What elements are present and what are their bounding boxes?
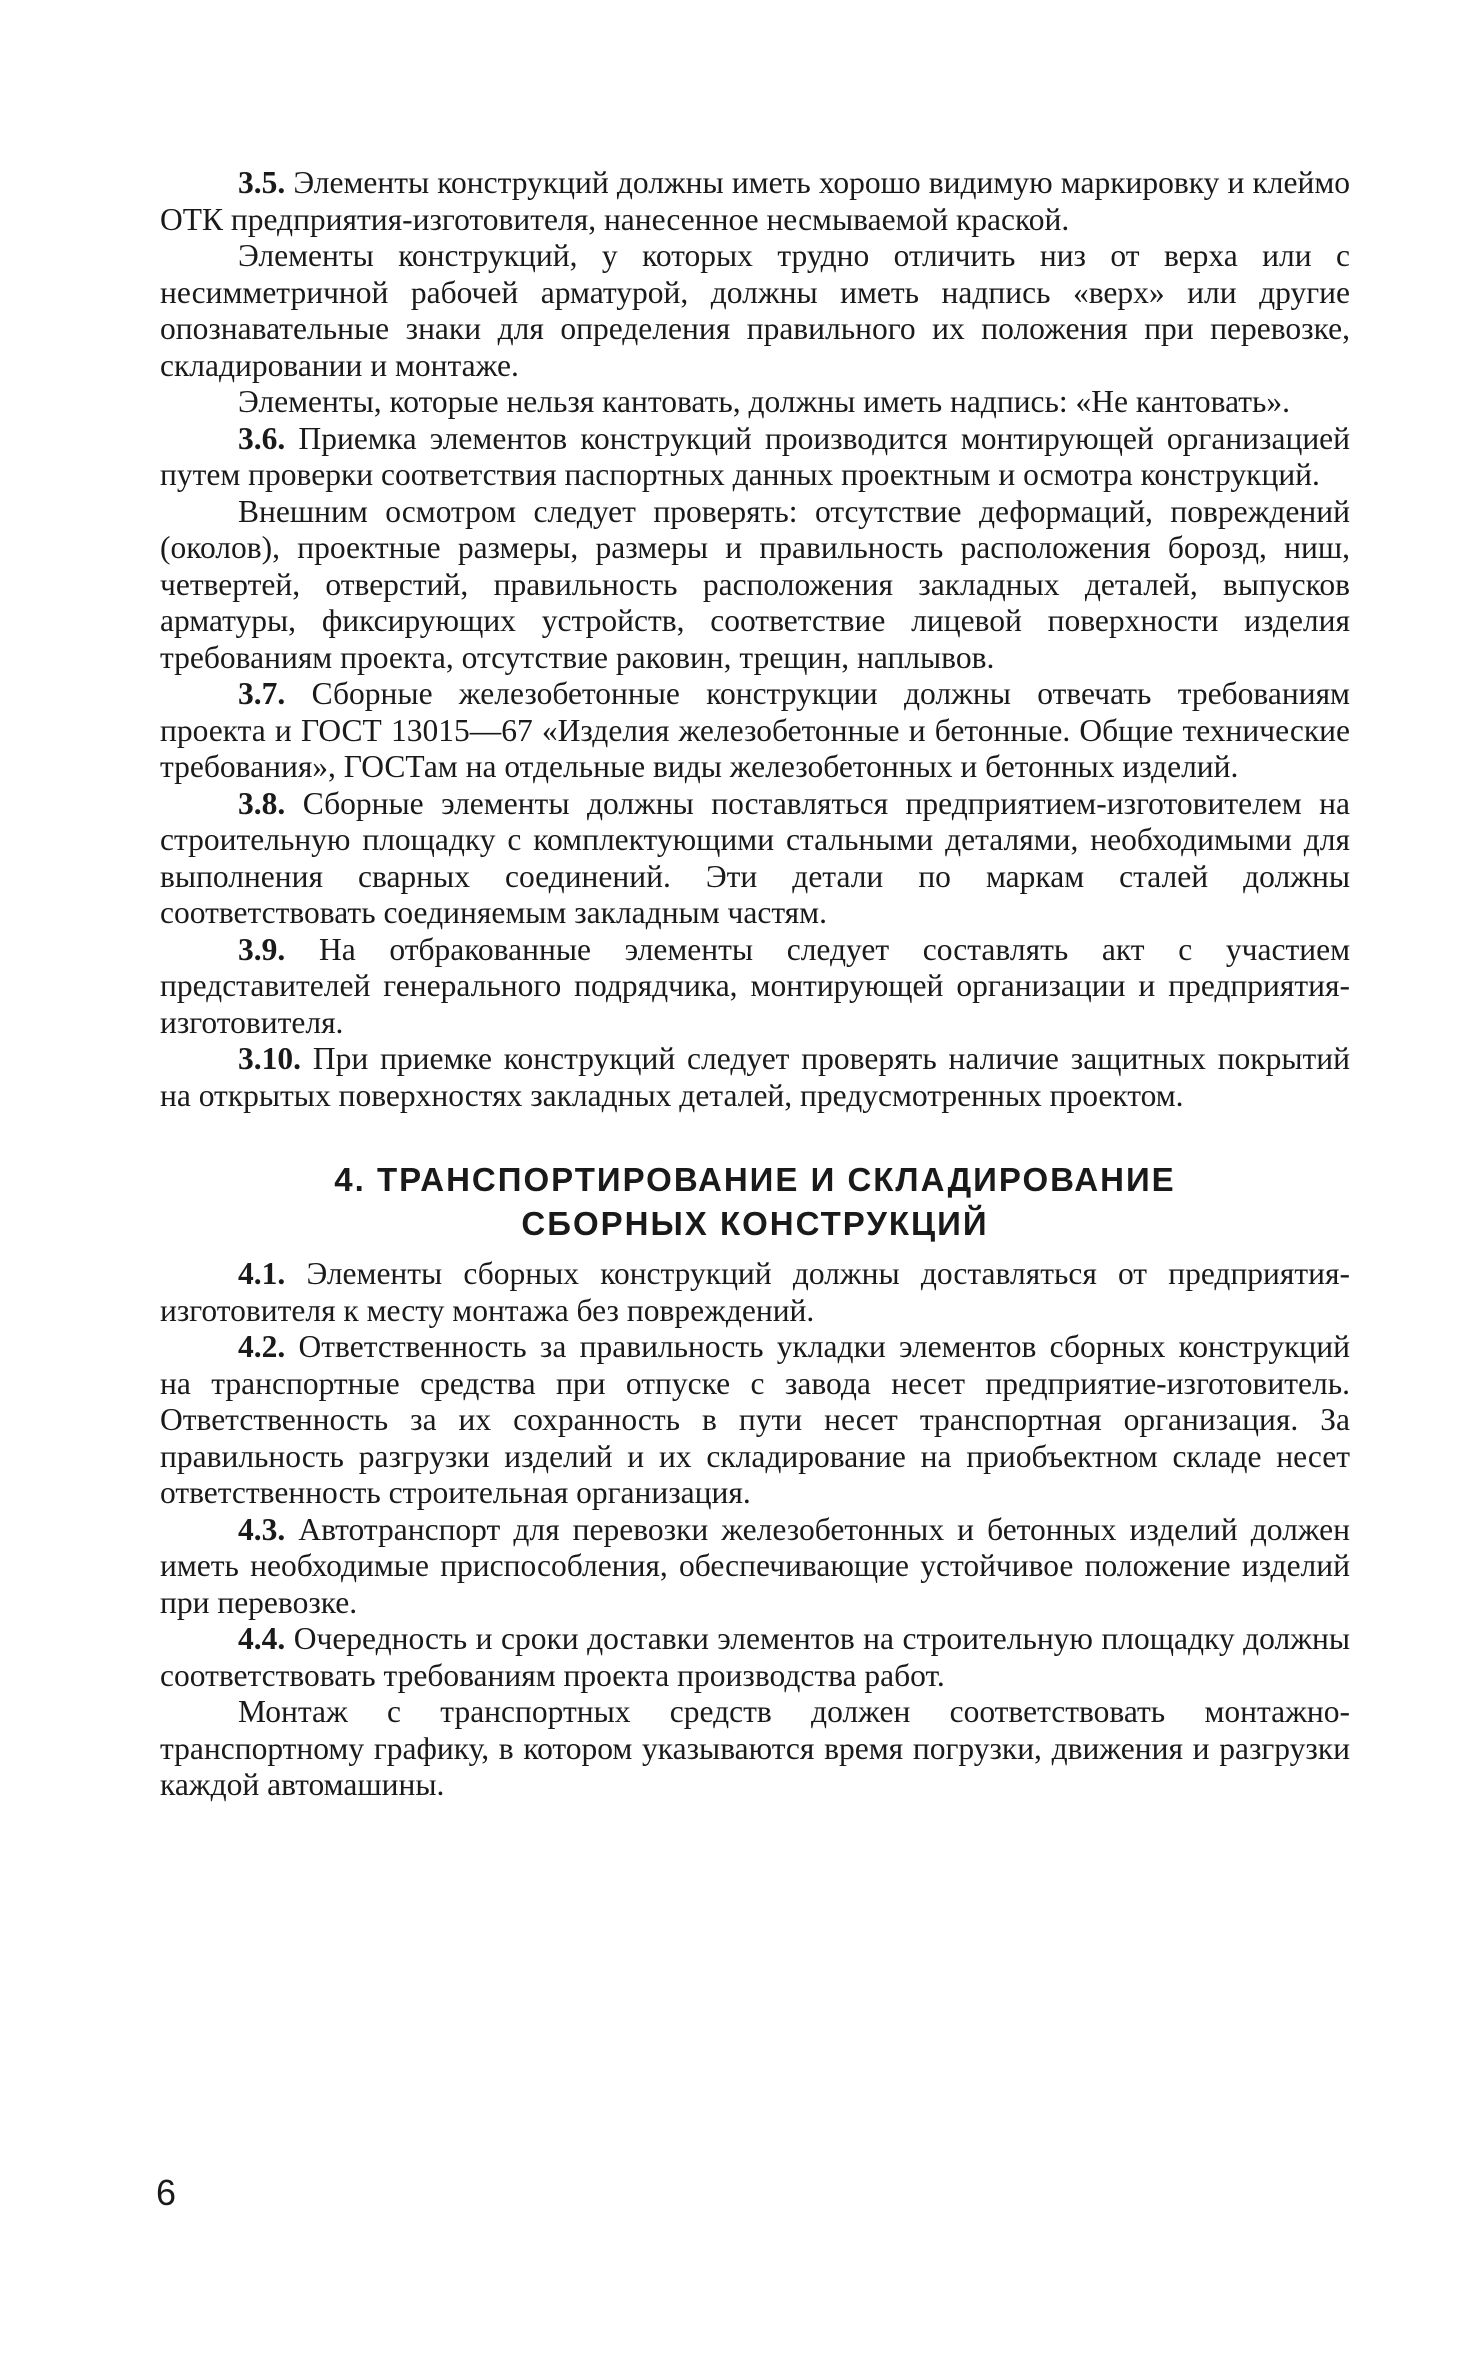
paragraph-text: Сборные элементы должны поставляться предприятием-изготовителем на строительную площадку с комплектующими стальными деталями, необходимыми для выполнения сварных соединений. Эти детали по маркам сталей должны соответствовать соединяемым закладным частям. [160,785,1351,930]
paragraph-text: Элементы, которые нельзя кантовать, должны иметь надпись: «Не кантовать». [238,384,1291,419]
heading-line-2: СБОРНЫХ КОНСТРУКЦИЙ [521,1205,989,1242]
paragraph-3-9 [160,932,1350,1042]
clause-number: 4.3. [238,1511,286,1547]
paragraph-4-1 [160,1256,1350,1329]
clause-number: 3.6. [238,420,286,456]
paragraph-4-2 [160,1329,1350,1512]
paragraph-text: Элементы сборных конструкций должны доставляться от предприятия-изготовителя к месту монтажа без повреждений. [160,1256,1351,1328]
paragraph-3-10 [160,1041,1350,1114]
paragraph-4-4 [160,1621,1350,1694]
section-4-heading [160,1158,1350,1246]
paragraph-3-6 [160,421,1350,494]
paragraph-text: Элементы конструкций должны иметь хорошо видимую маркировку и клеймо ОТК предприятия-изготовителя, нанесенное несмываемой краской. [160,165,1351,237]
paragraph-text: На отбракованные элементы следует составлять акт с участием представителей генерального подрядчика, монтирующей организации и предприятия-изготовителя. [160,931,1350,1040]
clause-number: 4.1. [238,1256,286,1291]
paragraph-3-6-inspection [160,494,1350,677]
paragraph-4-3 [160,1512,1350,1622]
paragraph-text: При приемке конструкций следует проверять наличие защитных покрытий на открытых поверхностях закладных деталей, предусмотренных проектом. [160,1041,1351,1113]
paragraph-3-5-marking [160,238,1350,384]
paragraph-3-5-no-tilt [160,384,1350,421]
paragraph-text: Сборные железобетонные конструкции должны отвечать требованиям проекта и ГОСТ 13015—67 «Изделия железобетонные и бетонные. Общие технические требования», ГОСТам на отдельные виды железобетонных и бетонных изделий. [160,676,1350,784]
paragraph-text: Автотранспорт для перевозки железобетонных и бетонных изделий должен иметь необходимые приспособления, обеспечивающие устойчивое положение изделий при перевозке. [160,1511,1350,1620]
document-page [160,165,1350,1804]
paragraph-3-5 [160,165,1350,238]
clause-number: 3.7. [238,676,286,711]
heading-line-1: 4. ТРАНСПОРТИРОВАНИЕ И СКЛАДИРОВАНИЕ [334,1161,1176,1198]
clause-number: 3.8. [238,785,286,821]
section-4 [160,1256,1350,1804]
clause-number: 3.9. [238,931,286,967]
paragraph-3-8 [160,786,1350,932]
paragraph-text: Приемка элементов конструкций производится монтирующей организацией путем проверки соответствия паспортных данных проектным и осмотра конструкций. [160,420,1351,492]
clause-number: 4.4. [238,1621,286,1656]
clause-number: 4.2. [238,1329,286,1364]
paragraph-text: Ответственность за правильность укладки элементов сборных конструкций на транспортные средства при отпуске с завода несет предприятие-изготовитель. Ответственность за их сохранность в пути несет транспортная организация. За правильность разгрузки изделий и их складирование на приобъектном складе несет ответственность строительная организация. [160,1329,1351,1510]
section-3 [160,165,1350,1114]
paragraph-3-7 [160,676,1350,786]
clause-number: 3.5. [238,165,286,200]
paragraph-text: Монтаж с транспортных средств должен соответствовать монтажно-транспортному графику, в котором указываются время погрузки, движения и разгрузки каждой автомашины. [160,1694,1350,1802]
paragraph-text: Очередность и сроки доставки элементов на строительную площадку должны соответствовать требованиям проекта производства работ. [160,1621,1350,1693]
page-number: 6 [156,2172,177,2213]
paragraph-text: Элементы конструкций, у которых трудно отличить низ от верха или с несимметричной рабочей арматурой, должны иметь надпись «верх» или другие опознавательные знаки для определения правильного их положения при перевозке, складировании и монтаже. [160,238,1350,383]
paragraph-4-4-schedule [160,1694,1350,1804]
clause-number: 3.10. [238,1041,301,1076]
paragraph-text: Внешним осмотром следует проверять: отсутствие деформаций, повреждений (околов), проектные размеры, размеры и правильность расположения борозд, ниш, четвертей, отверстий, правильность расположения закладных деталей, выпусков арматуры, фиксирующих устройств, соответствие лицевой поверхности изделия требованиям проекта, отсутствие раковин, трещин, наплывов. [160,493,1350,675]
